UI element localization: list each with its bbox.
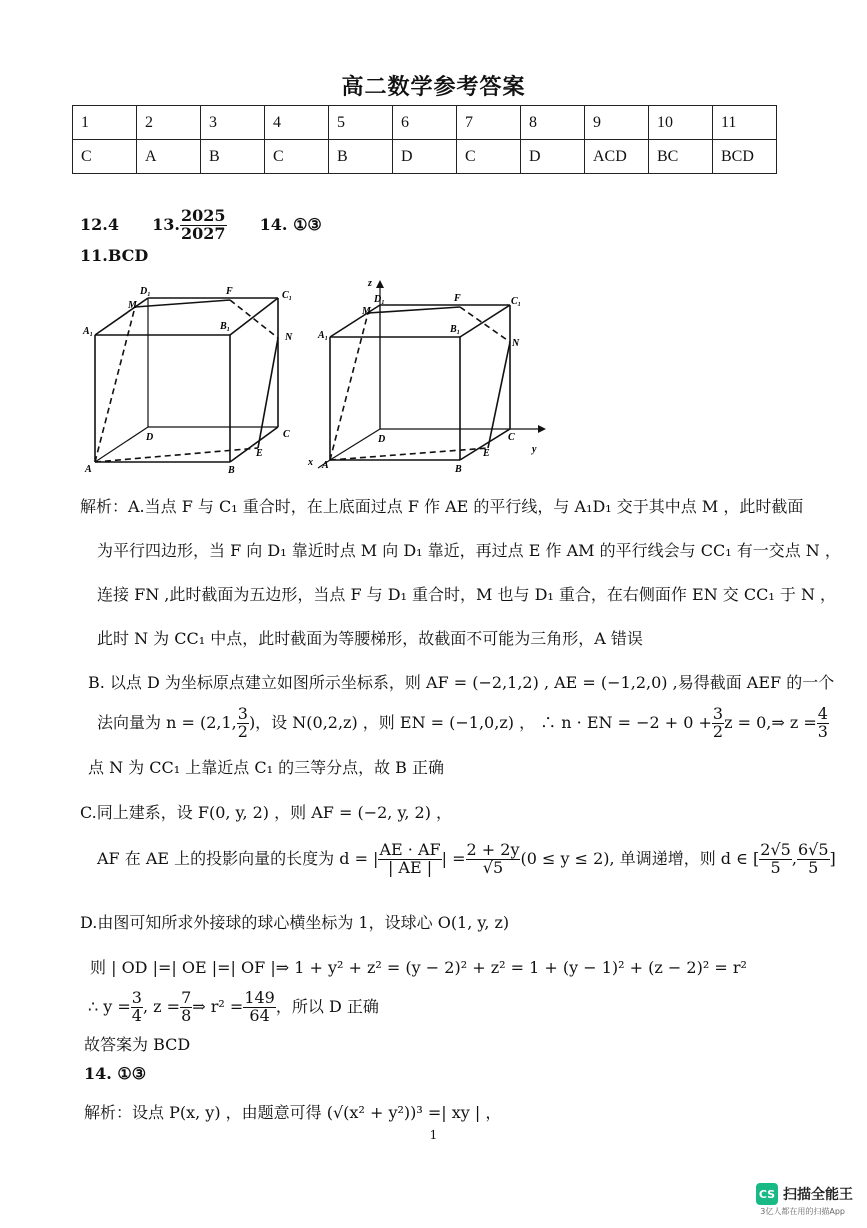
- b-solve-z: z = 0,⇒ z =: [724, 712, 817, 732]
- answer-cell: BCD: [713, 140, 777, 174]
- question-number-cell: 5: [329, 106, 393, 140]
- answer-cell: C: [457, 140, 521, 174]
- page-number: 1: [429, 1128, 438, 1142]
- question-number-cell: 11: [713, 106, 777, 140]
- label-C1: C₁: [511, 296, 522, 307]
- cube-figure-left: [80, 280, 305, 475]
- question-number-cell: 8: [521, 106, 585, 140]
- fill-in-answers: [80, 208, 322, 243]
- label-B: B: [455, 464, 462, 472]
- question-number-cell: 10: [649, 106, 713, 140]
- question-number-cell: 2: [137, 106, 201, 140]
- label-E: E: [256, 448, 263, 459]
- fraction-numerator: 7: [181, 988, 192, 1007]
- answer-cell: C: [265, 140, 329, 174]
- answer-cell: A: [137, 140, 201, 174]
- fraction-numerator: 3: [712, 704, 724, 723]
- analysis-d-line-3: [88, 990, 379, 1025]
- label-D: D: [378, 434, 386, 445]
- question-number-cell: 1: [73, 106, 137, 140]
- answer-cell: D: [521, 140, 585, 174]
- label-E: E: [483, 448, 490, 459]
- fraction-denominator: 2: [712, 721, 724, 741]
- page-title: 高二数学参考答案: [341, 75, 526, 100]
- label-A1: A₁: [83, 326, 94, 337]
- c-equals: | =: [441, 848, 466, 868]
- label-M: M: [128, 300, 137, 311]
- answer-cell: C: [73, 140, 137, 174]
- d-conclusion: ，所以 D 正确: [275, 996, 379, 1016]
- c-projection-text: AF 在 AE 上的投影向量的长度为 d = |: [97, 848, 379, 868]
- question-number-cell: 4: [265, 106, 329, 140]
- fraction-denominator: | AE |: [387, 857, 433, 877]
- fraction-numerator: 3: [237, 704, 248, 723]
- question-number-cell: 3: [201, 106, 265, 140]
- axis-label-y: y: [532, 444, 537, 455]
- label-C: C: [283, 429, 290, 440]
- label-D1: D₁: [374, 294, 385, 305]
- label-B1: B₁: [220, 321, 231, 332]
- fraction-denominator: 8: [181, 1005, 192, 1025]
- d-y-value: ∴ y =: [88, 996, 131, 1016]
- c-separator: ,: [791, 848, 797, 868]
- label-C1: C₁: [282, 290, 293, 301]
- label-C: C: [508, 432, 515, 443]
- question-number-cell: 9: [585, 106, 649, 140]
- q13-label: 13.: [152, 214, 180, 234]
- question-number-cell: 7: [457, 106, 521, 140]
- axis-label-x: x: [308, 457, 313, 468]
- q13-fraction: [180, 208, 227, 243]
- camscanner-logo-icon: CS: [756, 1183, 778, 1205]
- label-F: F: [454, 293, 461, 304]
- fraction-denominator: 64: [249, 1005, 270, 1025]
- q13-numerator: 2025: [180, 206, 226, 225]
- watermark-subtitle: 3亿人都在用的扫描App: [760, 1207, 845, 1216]
- label-N: N: [512, 338, 520, 349]
- answer-table: [72, 105, 777, 174]
- fraction-numerator: 2 + 2y: [466, 840, 520, 859]
- q13-denominator: 2027: [180, 223, 226, 243]
- analysis-c-line-2: [97, 842, 836, 877]
- c-range-text: (0 ≤ y ≤ 2), 单调递增，则 d ∈ [: [520, 848, 760, 868]
- label-B1: B₁: [450, 324, 461, 335]
- fraction-numerator: AE · AF: [379, 840, 441, 859]
- answer-cell: B: [201, 140, 265, 174]
- fraction-denominator: 4: [131, 1005, 142, 1025]
- q14-analysis: 解析：设点 P(x, y) ，由题意可得 (√(x² + y²))³ =| xy | ，: [84, 1103, 502, 1122]
- fraction-denominator: 2: [237, 721, 248, 741]
- label-A: A: [322, 460, 329, 471]
- watermark-name: 扫描全能王: [783, 1187, 853, 1203]
- analysis-b-line-1: B. 以点 D 为坐标原点建立如图所示坐标系，则 AF = (−2,1,2) , AE = (−1,2,0) ,易得截面 AEF 的一个: [88, 673, 835, 692]
- conclusion: 故答案为 BCD: [84, 1035, 191, 1054]
- fraction-denominator: 5: [770, 857, 781, 877]
- answer-table-answer-row: [73, 140, 777, 174]
- question-number-cell: 6: [393, 106, 457, 140]
- axis-label-z: z: [368, 278, 372, 289]
- fraction-numerator: 3: [131, 988, 142, 1007]
- analysis-a-line-4: 此时 N 为 CC₁ 中点，此时截面为等腰梯形，故截面不可能为三角形，A 错误: [97, 629, 643, 648]
- label-D1: D₁: [140, 286, 151, 297]
- fraction-numerator: 4: [817, 704, 828, 723]
- label-N: N: [285, 332, 293, 343]
- label-M: M: [362, 306, 371, 317]
- q14-heading: 14. ①③: [84, 1064, 147, 1083]
- answer-table-number-row: [73, 106, 777, 140]
- analysis-a-line-1: 解析：A.当点 F 与 C₁ 重合时，在上底面过点 F 作 AE 的平行线，与 A₁D₁ 交于其中点 M ，此时截面: [80, 497, 804, 516]
- fraction-numerator: 6√5: [797, 840, 829, 859]
- scanner-watermark: [756, 1183, 853, 1205]
- analysis-d-line-1: D.由图可知所求外接球的球心横坐标为 1，设球心 O(1, y, z): [80, 913, 510, 932]
- analysis-b-line-2: [97, 706, 829, 741]
- fraction-denominator: √5: [482, 857, 504, 877]
- b-dot-product: )，设 N(0,2,z) ，则 EN = (−1,0,z) ， ∴ n · EN = −2 + 0 +: [248, 712, 712, 732]
- analysis-c-line-1: C.同上建系，设 F(0, y, 2) ，则 AF = (−2, y, 2) ，: [80, 803, 453, 822]
- answer-cell: ACD: [585, 140, 649, 174]
- b-normal-vector: 法向量为 n = (2,1,: [97, 712, 237, 732]
- fraction-numerator: 2√5: [760, 840, 791, 859]
- analysis-b-line-3: 点 N 为 CC₁ 上靠近点 C₁ 的三等分点，故 B 正确: [88, 758, 445, 777]
- q12-answer: 12.4: [80, 214, 119, 234]
- fraction-numerator: 149: [244, 988, 275, 1007]
- q14-answer: 14. ①③: [259, 214, 322, 234]
- analysis-d-line-2: 则 | OD |=| OE |=| OF |⇒ 1 + y² + z² = (y − 2)² + z² = 1 + (y − 1)² + (z − 2)² = r²: [90, 958, 747, 977]
- q11-heading: 11.BCD: [80, 246, 149, 265]
- label-D: D: [146, 432, 154, 443]
- d-z-value: , z =: [142, 996, 181, 1016]
- cube-figure-right: [300, 272, 560, 472]
- label-B: B: [228, 465, 235, 475]
- analysis-a-line-2: 为平行四边形，当 F 向 D₁ 靠近时点 M 向 D₁ 靠近，再过点 E 作 AM 的平行线会与 CC₁ 有一交点 N ，: [97, 541, 841, 560]
- fraction-denominator: 5: [808, 857, 819, 877]
- analysis-a-line-3: 连接 FN ,此时截面为五边形，当点 F 与 D₁ 重合时，M 也与 D₁ 重合，在右侧面作 EN 交 CC₁ 于 N ，: [97, 585, 837, 604]
- fraction-denominator: 3: [817, 721, 828, 741]
- c-range-close: ]: [829, 848, 836, 868]
- answer-cell: D: [393, 140, 457, 174]
- label-F: F: [226, 286, 233, 297]
- answer-cell: B: [329, 140, 393, 174]
- answer-cell: BC: [649, 140, 713, 174]
- label-A: A: [85, 464, 92, 475]
- d-radius: ⇒ r² =: [192, 996, 244, 1016]
- label-A1: A₁: [318, 330, 329, 341]
